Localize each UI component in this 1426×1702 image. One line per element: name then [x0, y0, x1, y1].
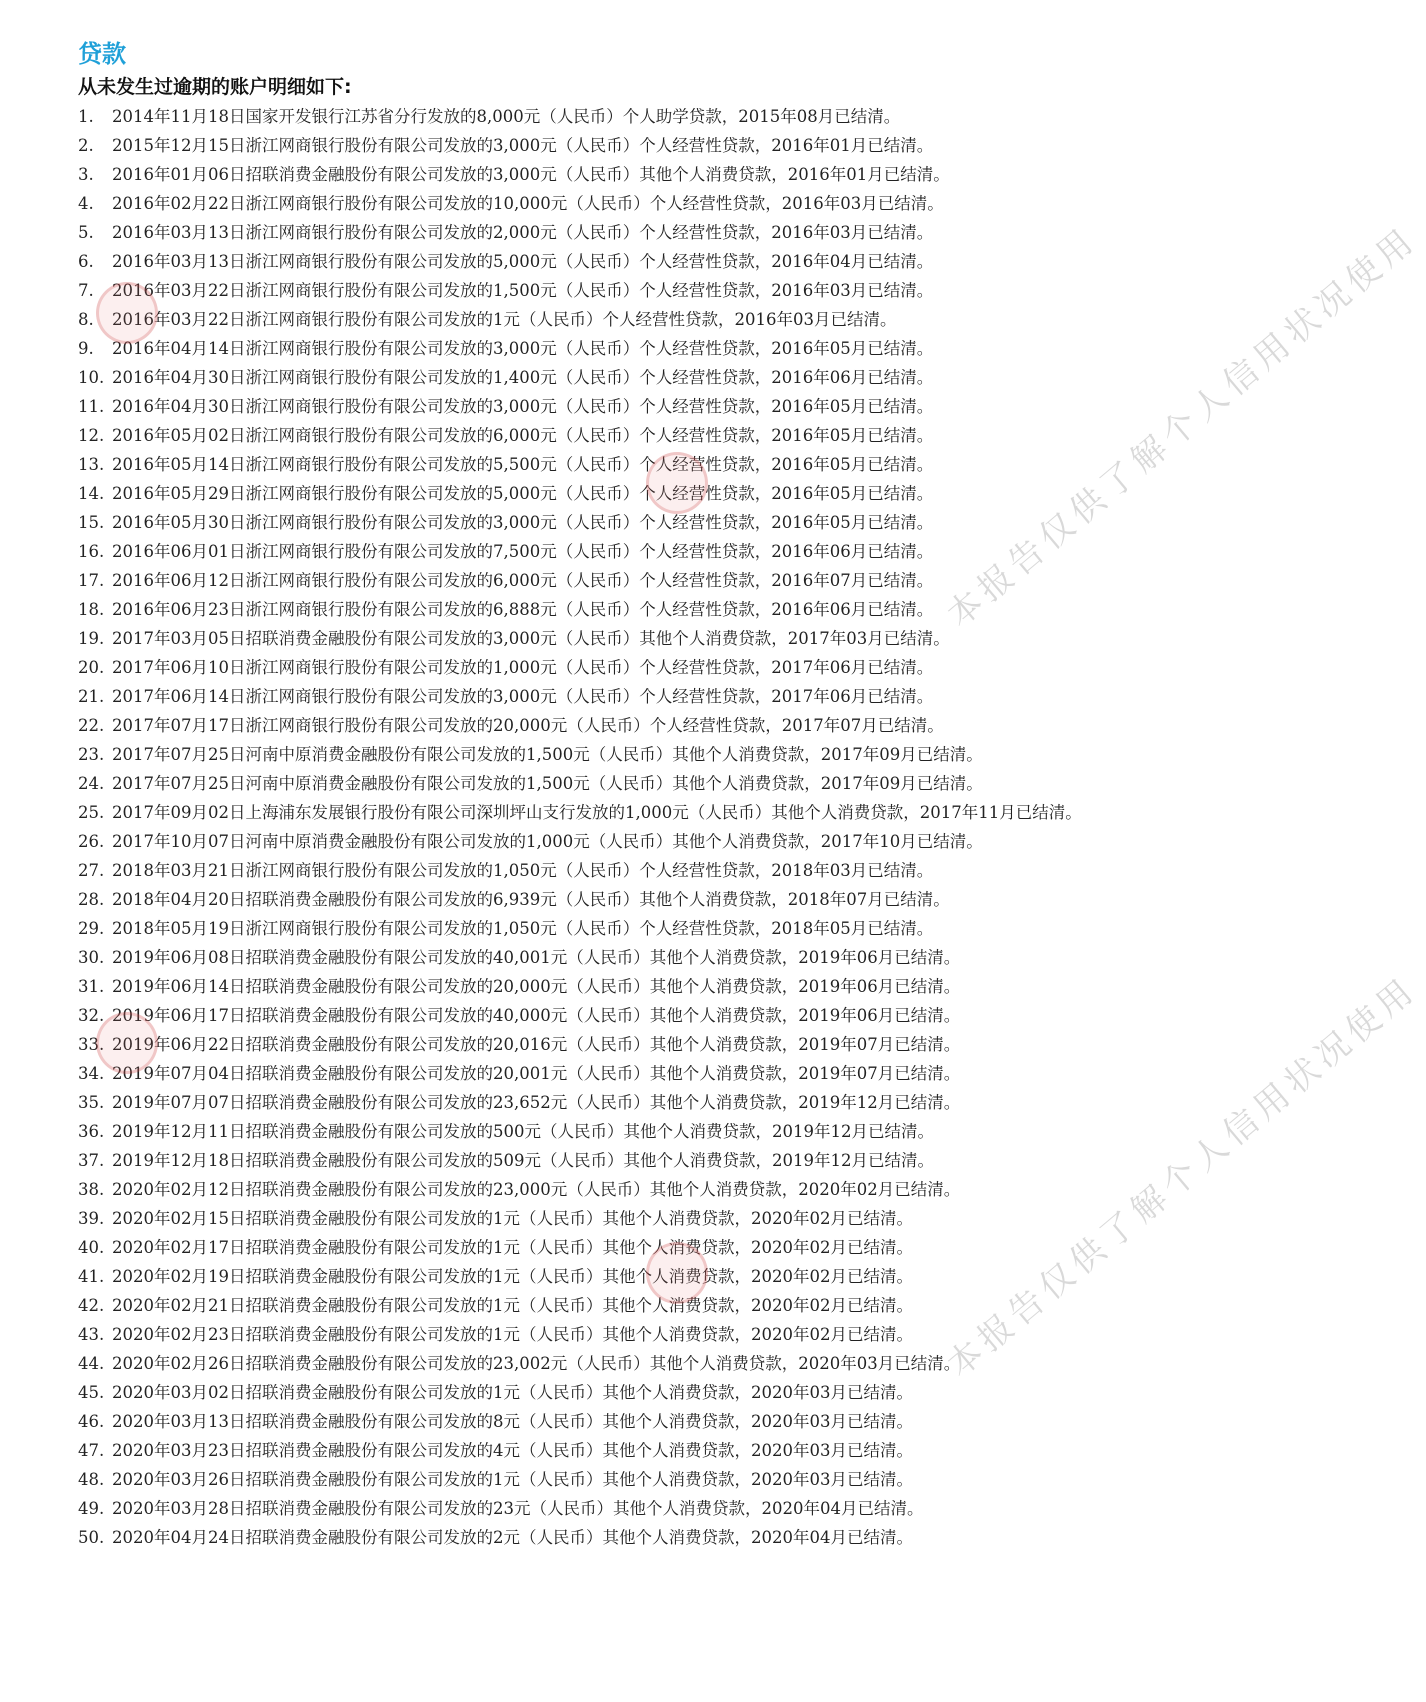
list-item-number: 48. — [78, 1470, 105, 1489]
list-item — [78, 1233, 1198, 1262]
watermark-text: 本报告仅供了解个人信用状况使用 — [939, 969, 1425, 1386]
list-item — [78, 885, 1198, 914]
list-item — [78, 421, 1198, 450]
section-title: 贷款 — [78, 40, 126, 68]
list-item-text: 2018年03月21日浙江网商银行股份有限公司发放的1,050元（人民币）个人经营性贷款，2018年03月已结清。 — [112, 861, 934, 880]
watermark-text: 本报告仅供了解个人信用状况使用 — [939, 219, 1425, 636]
list-item — [78, 1465, 1198, 1494]
list-item-text: 2020年03月02日招联消费金融股份有限公司发放的1元（人民币）其他个人消费贷款，2020年03月已结清。 — [112, 1383, 913, 1402]
list-item-text: 2017年07月17日浙江网商银行股份有限公司发放的20,000元（人民币）个人经营性贷款，2017年07月已结清。 — [112, 716, 944, 735]
list-item — [78, 1001, 1198, 1030]
list-item-number: 32. — [78, 1006, 105, 1025]
list-item-number: 8. — [78, 310, 94, 329]
list-item — [78, 1407, 1198, 1436]
list-item-text: 2020年02月23日招联消费金融股份有限公司发放的1元（人民币）其他个人消费贷款，2020年02月已结清。 — [112, 1325, 913, 1344]
list-item-number: 24. — [78, 774, 105, 793]
list-item-text: 2016年05月14日浙江网商银行股份有限公司发放的5,500元（人民币）个人经营性贷款，2016年05月已结清。 — [112, 455, 934, 474]
list-item — [78, 363, 1198, 392]
list-item-text: 2018年05月19日浙江网商银行股份有限公司发放的1,050元（人民币）个人经营性贷款，2018年05月已结清。 — [112, 919, 934, 938]
list-item — [78, 392, 1198, 421]
list-item-number: 3. — [78, 165, 94, 184]
list-item — [78, 508, 1198, 537]
list-item — [78, 1204, 1198, 1233]
list-item-number: 37. — [78, 1151, 105, 1170]
list-item-number: 19. — [78, 629, 105, 648]
list-item-text: 2017年07月25日河南中原消费金融股份有限公司发放的1,500元（人民币）其他个人消费贷款，2017年09月已结清。 — [112, 745, 983, 764]
list-item-text: 2016年06月01日浙江网商银行股份有限公司发放的7,500元（人民币）个人经营性贷款，2016年06月已结清。 — [112, 542, 934, 561]
list-item — [78, 1291, 1198, 1320]
list-item-number: 20. — [78, 658, 105, 677]
list-item-number: 5. — [78, 223, 94, 242]
list-item-text: 2016年04月30日浙江网商银行股份有限公司发放的3,000元（人民币）个人经营性贷款，2016年05月已结清。 — [112, 397, 934, 416]
list-item-text: 2016年03月22日浙江网商银行股份有限公司发放的1,500元（人民币）个人经营性贷款，2016年03月已结清。 — [112, 281, 934, 300]
list-item-text: 2020年02月19日招联消费金融股份有限公司发放的1元（人民币）其他个人消费贷款，2020年02月已结清。 — [112, 1267, 913, 1286]
list-item-number: 23. — [78, 745, 105, 764]
list-item-text: 2016年04月30日浙江网商银行股份有限公司发放的1,400元（人民币）个人经营性贷款，2016年06月已结清。 — [112, 368, 934, 387]
list-item-text: 2019年06月22日招联消费金融股份有限公司发放的20,016元（人民币）其他个人消费贷款，2019年07月已结清。 — [112, 1035, 961, 1054]
list-item-text: 2020年02月26日招联消费金融股份有限公司发放的23,002元（人民币）其他个人消费贷款，2020年03月已结清。 — [112, 1354, 961, 1373]
list-item-number: 33. — [78, 1035, 105, 1054]
list-item-text: 2019年12月18日招联消费金融股份有限公司发放的509元（人民币）其他个人消费贷款，2019年12月已结清。 — [112, 1151, 934, 1170]
list-item — [78, 711, 1198, 740]
list-item-number: 30. — [78, 948, 105, 967]
list-item-text: 2016年06月23日浙江网商银行股份有限公司发放的6,888元（人民币）个人经营性贷款，2016年06月已结清。 — [112, 600, 934, 619]
list-item-number: 1. — [78, 107, 94, 126]
list-item — [78, 305, 1198, 334]
list-item-text: 2020年03月28日招联消费金融股份有限公司发放的23元（人民币）其他个人消费贷款，2020年04月已结清。 — [112, 1499, 924, 1518]
list-item-number: 16. — [78, 542, 105, 561]
list-item-text: 2017年03月05日招联消费金融股份有限公司发放的3,000元（人民币）其他个人消费贷款，2017年03月已结清。 — [112, 629, 950, 648]
list-item-number: 10. — [78, 368, 105, 387]
list-item — [78, 334, 1198, 363]
list-item-text: 2018年04月20日招联消费金融股份有限公司发放的6,939元（人民币）其他个人消费贷款，2018年07月已结清。 — [112, 890, 950, 909]
list-item-number: 49. — [78, 1499, 105, 1518]
list-item-number: 26. — [78, 832, 105, 851]
list-item — [78, 131, 1198, 160]
list-item-number: 2. — [78, 136, 94, 155]
list-item-number: 38. — [78, 1180, 105, 1199]
list-item — [78, 160, 1198, 189]
list-item-number: 31. — [78, 977, 105, 996]
list-item-text: 2020年02月21日招联消费金融股份有限公司发放的1元（人民币）其他个人消费贷款，2020年02月已结清。 — [112, 1296, 913, 1315]
list-item — [78, 450, 1198, 479]
list-item-number: 47. — [78, 1441, 105, 1460]
list-item-text: 2019年12月11日招联消费金融股份有限公司发放的500元（人民币）其他个人消费贷款，2019年12月已结清。 — [112, 1122, 934, 1141]
list-item-text: 2016年04月14日浙江网商银行股份有限公司发放的3,000元（人民币）个人经营性贷款，2016年05月已结清。 — [112, 339, 934, 358]
list-item-text: 2019年06月14日招联消费金融股份有限公司发放的20,000元（人民币）其他个人消费贷款，2019年06月已结清。 — [112, 977, 961, 996]
list-item-text: 2016年03月13日浙江网商银行股份有限公司发放的2,000元（人民币）个人经营性贷款，2016年03月已结清。 — [112, 223, 934, 242]
list-item — [78, 653, 1198, 682]
list-item-text: 2017年06月10日浙江网商银行股份有限公司发放的1,000元（人民币）个人经营性贷款，2017年06月已结清。 — [112, 658, 934, 677]
list-item-number: 43. — [78, 1325, 105, 1344]
list-item-number: 50. — [78, 1528, 105, 1547]
list-item — [78, 798, 1198, 827]
list-item — [78, 682, 1198, 711]
list-item-text: 2019年06月08日招联消费金融股份有限公司发放的40,001元（人民币）其他个人消费贷款，2019年06月已结清。 — [112, 948, 961, 967]
list-item-number: 34. — [78, 1064, 105, 1083]
list-item — [78, 1262, 1198, 1291]
list-item-number: 27. — [78, 861, 105, 880]
list-item — [78, 595, 1198, 624]
list-item — [78, 276, 1198, 305]
list-item-text: 2016年02月22日浙江网商银行股份有限公司发放的10,000元（人民币）个人经营性贷款，2016年03月已结清。 — [112, 194, 944, 213]
list-item — [78, 827, 1198, 856]
list-item — [78, 943, 1198, 972]
list-item — [78, 1117, 1198, 1146]
list-item-number: 18. — [78, 600, 105, 619]
list-item-number: 39. — [78, 1209, 105, 1228]
list-item-text: 2016年05月02日浙江网商银行股份有限公司发放的6,000元（人民币）个人经营性贷款，2016年05月已结清。 — [112, 426, 934, 445]
list-item-number: 36. — [78, 1122, 105, 1141]
list-item-number: 25. — [78, 803, 105, 822]
list-item — [78, 1494, 1198, 1523]
list-item-number: 41. — [78, 1267, 105, 1286]
list-item-text: 2020年02月17日招联消费金融股份有限公司发放的1元（人民币）其他个人消费贷款，2020年02月已结清。 — [112, 1238, 913, 1257]
list-item-text: 2019年07月07日招联消费金融股份有限公司发放的23,652元（人民币）其他个人消费贷款，2019年12月已结清。 — [112, 1093, 961, 1112]
list-item-text: 2016年01月06日招联消费金融股份有限公司发放的3,000元（人民币）其他个人消费贷款，2016年01月已结清。 — [112, 165, 950, 184]
list-item-text: 2017年07月25日河南中原消费金融股份有限公司发放的1,500元（人民币）其他个人消费贷款，2017年09月已结清。 — [112, 774, 983, 793]
list-item-text: 2016年03月22日浙江网商银行股份有限公司发放的1元（人民币）个人经营性贷款，2016年03月已结清。 — [112, 310, 897, 329]
list-item — [78, 740, 1198, 769]
list-item — [78, 189, 1198, 218]
list-item-text: 2019年07月04日招联消费金融股份有限公司发放的20,001元（人民币）其他个人消费贷款，2019年07月已结清。 — [112, 1064, 961, 1083]
list-item-text: 2016年06月12日浙江网商银行股份有限公司发放的6,000元（人民币）个人经营性贷款，2016年07月已结清。 — [112, 571, 934, 590]
section-subtitle: 从未发生过逾期的账户明细如下: — [78, 76, 352, 98]
list-item-text: 2020年03月13日招联消费金融股份有限公司发放的8元（人民币）其他个人消费贷款，2020年03月已结清。 — [112, 1412, 913, 1431]
list-item — [78, 1059, 1198, 1088]
list-item — [78, 537, 1198, 566]
list-item — [78, 1088, 1198, 1117]
loan-list — [78, 102, 1198, 1552]
list-item — [78, 479, 1198, 508]
list-item — [78, 1378, 1198, 1407]
list-item-number: 21. — [78, 687, 105, 706]
list-item-number: 44. — [78, 1354, 105, 1373]
list-item-text: 2020年03月26日招联消费金融股份有限公司发放的1元（人民币）其他个人消费贷款，2020年03月已结清。 — [112, 1470, 913, 1489]
list-item — [78, 1175, 1198, 1204]
list-item — [78, 566, 1198, 595]
list-item — [78, 624, 1198, 653]
list-item-number: 40. — [78, 1238, 105, 1257]
list-item-text: 2016年03月13日浙江网商银行股份有限公司发放的5,000元（人民币）个人经营性贷款，2016年04月已结清。 — [112, 252, 934, 271]
list-item-text: 2016年05月29日浙江网商银行股份有限公司发放的5,000元（人民币）个人经营性贷款，2016年05月已结清。 — [112, 484, 934, 503]
list-item-text: 2020年04月24日招联消费金融股份有限公司发放的2元（人民币）其他个人消费贷款，2020年04月已结清。 — [112, 1528, 913, 1547]
list-item-text: 2020年03月23日招联消费金融股份有限公司发放的4元（人民币）其他个人消费贷款，2020年03月已结清。 — [112, 1441, 913, 1460]
list-item-number: 17. — [78, 571, 105, 590]
list-item — [78, 218, 1198, 247]
list-item-number: 12. — [78, 426, 105, 445]
list-item-text: 2020年02月12日招联消费金融股份有限公司发放的23,000元（人民币）其他个人消费贷款，2020年02月已结清。 — [112, 1180, 961, 1199]
list-item-text: 2017年09月02日上海浦东发展银行股份有限公司深圳坪山支行发放的1,000元（人民币）其他个人消费贷款，2017年11月已结清。 — [112, 803, 1082, 822]
list-item-number: 9. — [78, 339, 94, 358]
list-item-number: 6. — [78, 252, 94, 271]
list-item — [78, 856, 1198, 885]
list-item — [78, 102, 1198, 131]
list-item-number: 45. — [78, 1383, 105, 1402]
list-item-number: 11. — [78, 397, 105, 416]
list-item — [78, 247, 1198, 276]
list-item — [78, 769, 1198, 798]
list-item-text: 2017年06月14日浙江网商银行股份有限公司发放的3,000元（人民币）个人经营性贷款，2017年06月已结清。 — [112, 687, 934, 706]
list-item — [78, 1349, 1198, 1378]
list-item — [78, 1436, 1198, 1465]
list-item-number: 14. — [78, 484, 105, 503]
list-item-number: 15. — [78, 513, 105, 532]
list-item-number: 42. — [78, 1296, 105, 1315]
list-item-number: 13. — [78, 455, 105, 474]
list-item-number: 35. — [78, 1093, 105, 1112]
list-item-text: 2019年06月17日招联消费金融股份有限公司发放的40,000元（人民币）其他个人消费贷款，2019年06月已结清。 — [112, 1006, 961, 1025]
list-item-text: 2020年02月15日招联消费金融股份有限公司发放的1元（人民币）其他个人消费贷款，2020年02月已结清。 — [112, 1209, 913, 1228]
list-item-number: 46. — [78, 1412, 105, 1431]
list-item-text: 2014年11月18日国家开发银行江苏省分行发放的8,000元（人民币）个人助学贷款，2015年08月已结清。 — [112, 107, 901, 126]
list-item-number: 28. — [78, 890, 105, 909]
list-item — [78, 1523, 1198, 1552]
list-item-text: 2017年10月07日河南中原消费金融股份有限公司发放的1,000元（人民币）其他个人消费贷款，2017年10月已结清。 — [112, 832, 983, 851]
list-item — [78, 972, 1198, 1001]
list-item-text: 2016年05月30日浙江网商银行股份有限公司发放的3,000元（人民币）个人经营性贷款，2016年05月已结清。 — [112, 513, 934, 532]
list-item-text: 2015年12月15日浙江网商银行股份有限公司发放的3,000元（人民币）个人经营性贷款，2016年01月已结清。 — [112, 136, 934, 155]
list-item — [78, 914, 1198, 943]
list-item — [78, 1320, 1198, 1349]
list-item-number: 7. — [78, 281, 94, 300]
list-item — [78, 1146, 1198, 1175]
list-item-number: 4. — [78, 194, 94, 213]
list-item — [78, 1030, 1198, 1059]
list-item-number: 22. — [78, 716, 105, 735]
list-item-number: 29. — [78, 919, 105, 938]
